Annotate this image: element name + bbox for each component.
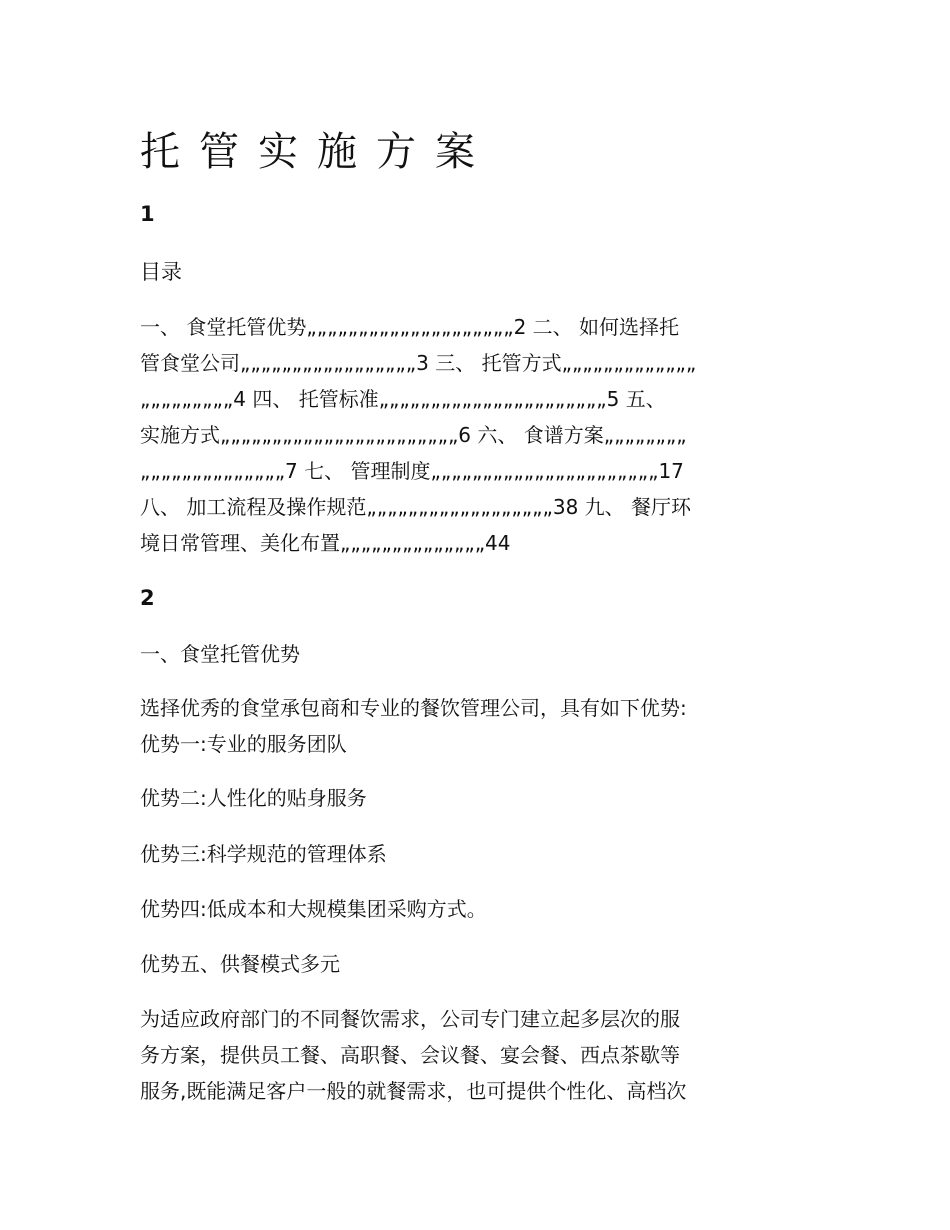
advantage-4: 优势四:低成本和大规模集团采购方式。 — [140, 897, 487, 921]
closing-paragraph — [140, 1001, 820, 1109]
page-marker-1: 1 — [140, 202, 155, 226]
paragraph-line: 优势一:专业的服务团队 — [140, 732, 347, 756]
paragraph-line: 服务,既能满足客户一般的就餐需求，也可提供个性化、高档次 — [140, 1079, 687, 1103]
toc-line: 境日常管理、美化布置„„„„„„„„„„„„„„44 — [140, 531, 511, 555]
toc-line: 一、 食堂托管优势„„„„„„„„„„„„„„„„„„„„2 二、 如何选择托 — [140, 315, 680, 339]
page-marker-2: 2 — [140, 586, 155, 610]
toc-line: „„„„„„„„„„„„„„7 七、 管理制度„„„„„„„„„„„„„„„„„„„„„„17 — [140, 459, 684, 483]
toc-line: 八、 加工流程及操作规范„„„„„„„„„„„„„„„„„„38 九、 餐厅环 — [140, 495, 692, 519]
toc-heading: 目录 — [140, 260, 182, 284]
intro-paragraph — [140, 690, 820, 762]
advantage-5: 优势五、供餐模式多元 — [140, 952, 340, 976]
toc-line: „„„„„„„„„4 四、 托管标准„„„„„„„„„„„„„„„„„„„„„„5 五、 — [140, 387, 666, 411]
section-heading: 一、食堂托管优势 — [140, 642, 300, 666]
paragraph-line: 务方案，提供员工餐、高职餐、会议餐、宴会餐、西点茶歇等 — [140, 1043, 680, 1067]
paragraph-line: 选择优秀的食堂承包商和专业的餐饮管理公司，具有如下优势: — [140, 696, 687, 720]
advantage-2: 优势二:人性化的贴身服务 — [140, 786, 367, 810]
toc-line: 实施方式„„„„„„„„„„„„„„„„„„„„„„„6 六、 食谱方案„„„„„„„„ — [140, 423, 687, 447]
toc-line: 管食堂公司„„„„„„„„„„„„„„„„„3 三、 托管方式„„„„„„„„„„„„„ — [140, 351, 697, 375]
advantage-3: 优势三:科学规范的管理体系 — [140, 842, 387, 866]
paragraph-line: 为适应政府部门的不同餐饮需求，公司专门建立起多层次的服 — [140, 1007, 680, 1031]
document-title: 托管实施方案 — [140, 129, 494, 175]
table-of-contents — [140, 309, 820, 561]
